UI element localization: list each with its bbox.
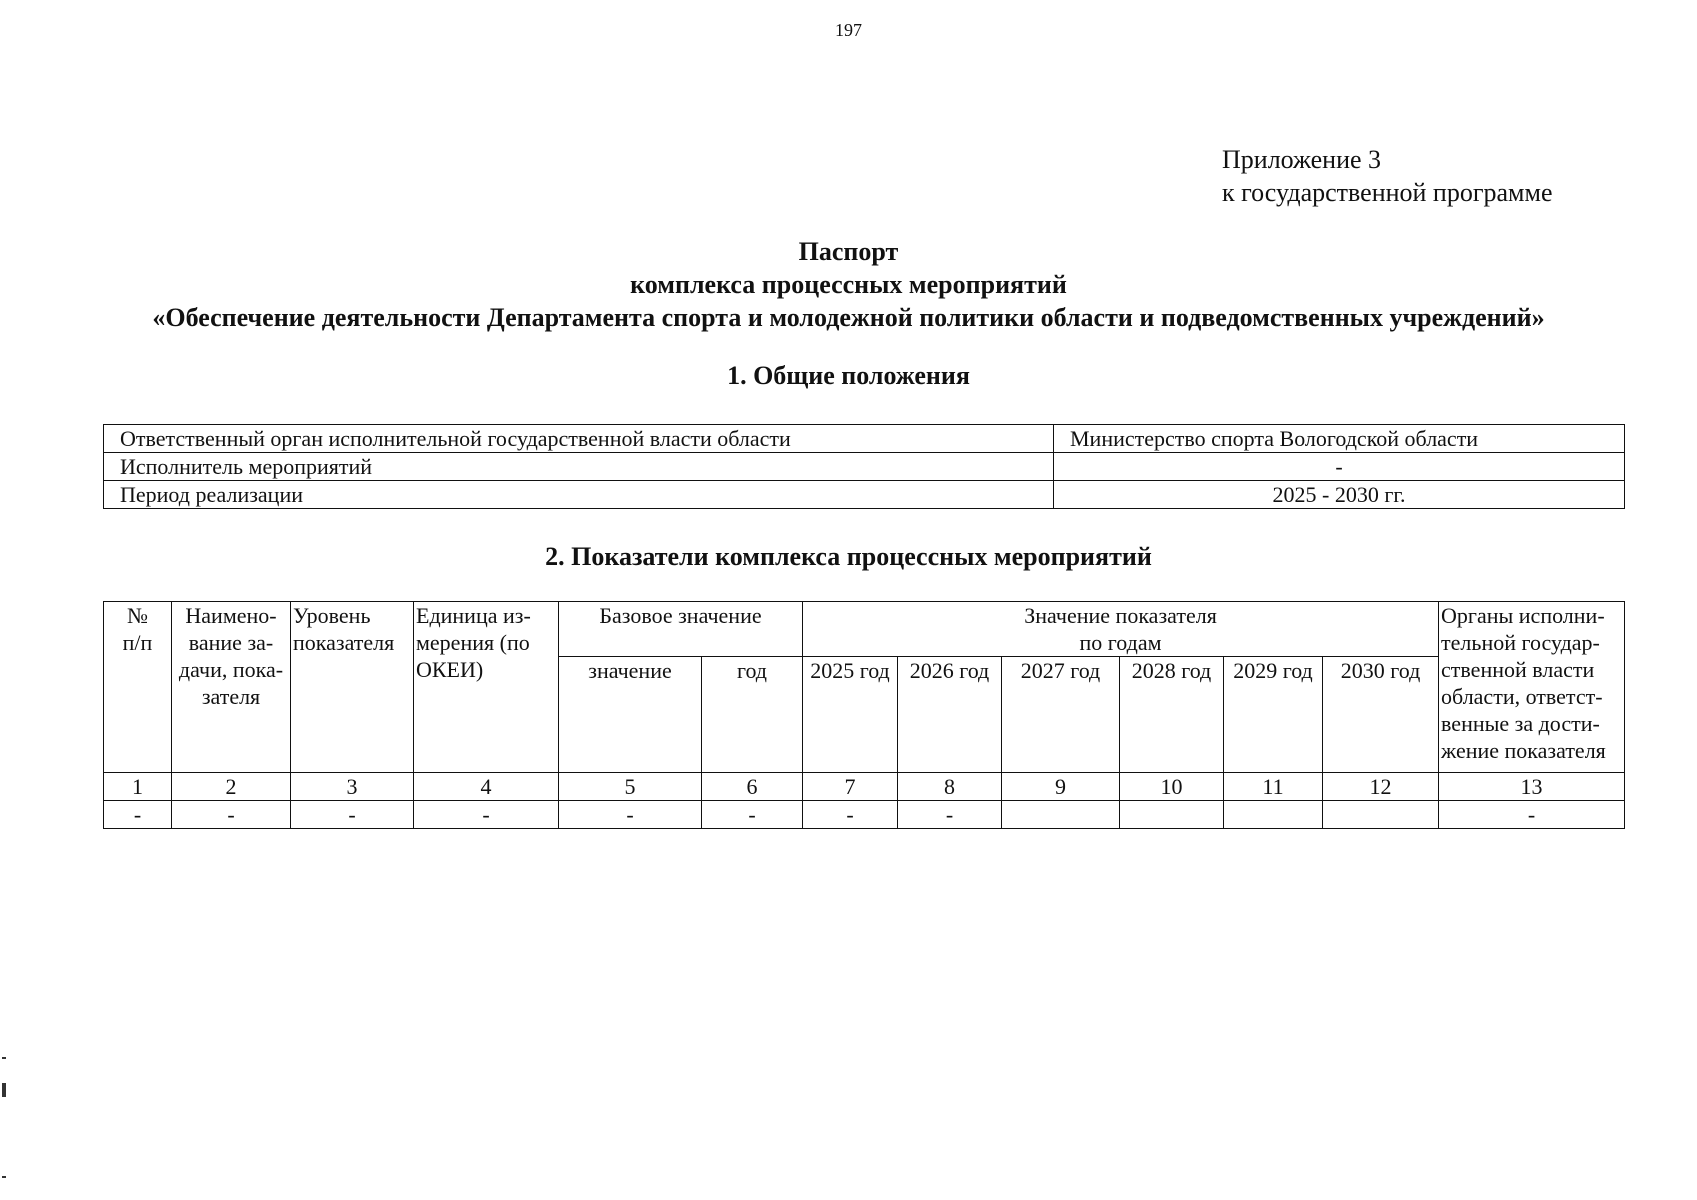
header-text: по годам bbox=[1079, 630, 1162, 655]
scan-mark bbox=[2, 1176, 6, 1178]
data-cell bbox=[1224, 801, 1323, 829]
header-text: дачи, пока- bbox=[178, 657, 284, 682]
row-value: 2025 - 2030 гг. bbox=[1054, 481, 1625, 509]
section-1-title: 1. Общие положения bbox=[727, 361, 970, 390]
row-value: - bbox=[1054, 453, 1625, 481]
header-year: 2025 год bbox=[803, 657, 898, 773]
title-line-3: «Обеспечение деятельности Департамента спорта и молодежной политики области и подведомственных учреждений» bbox=[152, 303, 1545, 332]
header-year: 2028 год bbox=[1120, 657, 1224, 773]
data-cell bbox=[1323, 801, 1439, 829]
appendix-line-2: к государственной программе bbox=[1222, 178, 1553, 207]
table-row bbox=[104, 425, 1625, 453]
column-numbers-row bbox=[104, 773, 1625, 801]
table-row bbox=[104, 481, 1625, 509]
data-cell bbox=[1120, 801, 1224, 829]
column-number: 1 bbox=[104, 773, 172, 801]
appendix-note bbox=[1222, 143, 1553, 209]
table-row bbox=[104, 453, 1625, 481]
section-2-title: 2. Показатели комплекса процессных мероприятий bbox=[545, 542, 1152, 571]
header-text: Значение показателя bbox=[1024, 603, 1217, 628]
scan-mark bbox=[2, 1057, 6, 1059]
row-label: Ответственный орган исполнительной государственной власти области bbox=[104, 425, 1054, 453]
header-text: венные за дости- bbox=[1441, 711, 1600, 736]
header-text: области, ответст- bbox=[1441, 684, 1603, 709]
column-number: 2 bbox=[172, 773, 291, 801]
header-text: вание за- bbox=[188, 630, 274, 655]
header-year: 2026 год bbox=[898, 657, 1002, 773]
header-org bbox=[1439, 602, 1625, 773]
data-cell: - bbox=[1439, 801, 1625, 829]
header-year: 2027 год bbox=[1002, 657, 1120, 773]
data-cell: - bbox=[702, 801, 803, 829]
header-year: 2029 год bbox=[1224, 657, 1323, 773]
header-year: 2030 год bbox=[1323, 657, 1439, 773]
column-number: 11 bbox=[1224, 773, 1323, 801]
header-row-1 bbox=[104, 602, 1625, 657]
header-text: Уровень bbox=[293, 603, 371, 628]
column-number: 7 bbox=[803, 773, 898, 801]
column-number: 10 bbox=[1120, 773, 1224, 801]
document-title bbox=[0, 235, 1697, 334]
header-text: № bbox=[127, 603, 148, 628]
header-level bbox=[291, 602, 414, 773]
header-text: ОКЕИ) bbox=[416, 657, 484, 682]
header-base-year: год bbox=[702, 657, 803, 773]
header-text: ственной власти bbox=[1441, 657, 1595, 682]
title-line-1: Паспорт bbox=[798, 237, 899, 266]
data-cell bbox=[1002, 801, 1120, 829]
header-text: зателя bbox=[201, 684, 261, 709]
header-text: Единица из- bbox=[416, 603, 531, 628]
column-number: 9 bbox=[1002, 773, 1120, 801]
column-number: 3 bbox=[291, 773, 414, 801]
data-cell: - bbox=[803, 801, 898, 829]
header-values bbox=[803, 602, 1439, 657]
header-text: показателя bbox=[293, 630, 395, 655]
header-num bbox=[104, 602, 172, 773]
data-cell: - bbox=[898, 801, 1002, 829]
row-label: Исполнитель мероприятий bbox=[104, 453, 1054, 481]
table-row bbox=[104, 801, 1625, 829]
column-number: 12 bbox=[1323, 773, 1439, 801]
general-provisions-table bbox=[103, 424, 1625, 509]
column-number: 8 bbox=[898, 773, 1002, 801]
header-base: Базовое значение bbox=[559, 602, 803, 657]
title-line-2: комплекса процессных мероприятий bbox=[630, 270, 1067, 299]
data-cell: - bbox=[104, 801, 172, 829]
column-number: 6 bbox=[702, 773, 803, 801]
data-cell: - bbox=[559, 801, 702, 829]
row-label: Период реализации bbox=[104, 481, 1054, 509]
column-number: 4 bbox=[414, 773, 559, 801]
data-cell: - bbox=[172, 801, 291, 829]
indicators-table bbox=[103, 601, 1625, 829]
column-number: 5 bbox=[559, 773, 702, 801]
appendix-line-1: Приложение 3 bbox=[1222, 145, 1382, 174]
header-text: тельной государ- bbox=[1441, 630, 1600, 655]
page-number: 197 bbox=[835, 20, 862, 40]
header-text: Наимено- bbox=[185, 603, 277, 628]
header-base-value: значение bbox=[559, 657, 702, 773]
header-text: жение показателя bbox=[1441, 738, 1606, 763]
data-cell: - bbox=[414, 801, 559, 829]
row-value: Министерство спорта Вологодской области bbox=[1054, 425, 1625, 453]
header-text: Органы исполни- bbox=[1441, 603, 1605, 628]
header-unit bbox=[414, 602, 559, 773]
header-name bbox=[172, 602, 291, 773]
data-cell: - bbox=[291, 801, 414, 829]
scan-mark bbox=[2, 1083, 6, 1097]
header-text: мерения (по bbox=[416, 630, 530, 655]
column-number: 13 bbox=[1439, 773, 1625, 801]
header-text: п/п bbox=[122, 630, 153, 655]
